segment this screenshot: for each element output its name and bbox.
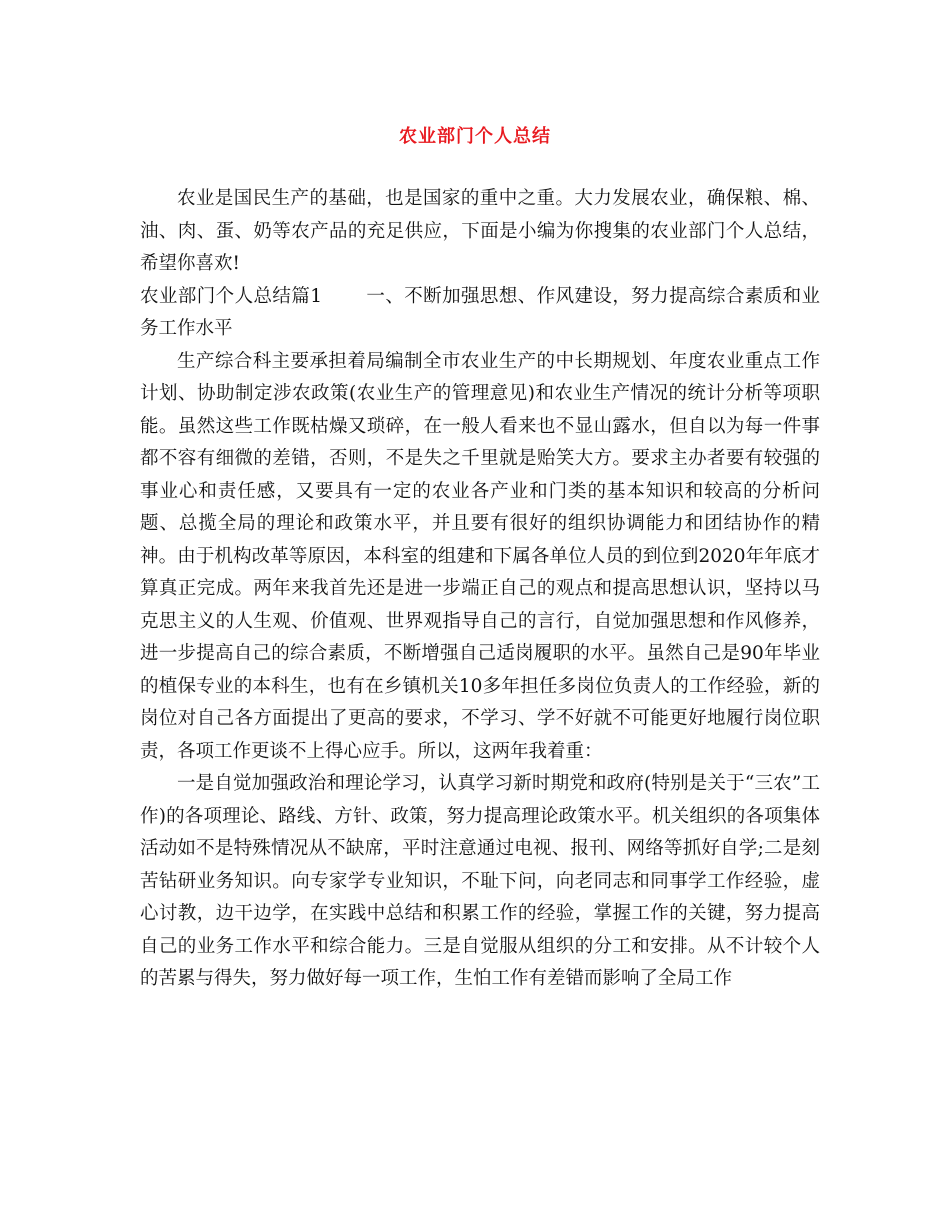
- section-heading: 一、不断加强思想、作风建设，努力提高综合素质和业务工作水平: [140, 285, 820, 339]
- document-title: 农业部门个人总结: [399, 126, 551, 147]
- intro-paragraph: 农业是国民生产的基础，也是国家的重中之重。大力发展农业，确保粮、棉、油、肉、蛋、奶等农产品的充足供应，下面是小编为你搜集的农业部门个人总结，希望你喜欢!: [140, 188, 820, 274]
- section-label: 农业部门个人总结篇1: [140, 285, 323, 307]
- document-body: [140, 183, 820, 996]
- body-paragraph: 一是自觉加强政治和理论学习，认真学习新时期党和政府(特别是关于“三农”工作)的各项理论、路线、方针、政策，努力提高理论政策水平。机关组织的各项集体活动如不是特殊情况从不缺席，平时注意通过电视、报刊、网络等抓好自学;二是刻苦钻研业务知识。向专家学专业知识，不耻下问，向老同志和同事学工作经验，虚心讨教，边干边学，在实践中总结和积累工作的经验，掌握工作的关键，努力提高自己的业务工作水平和综合能力。三是自觉服从组织的分工和安排。从不计较个人的苦累与得失，努力做好每一项工作，生怕工作有差错而影响了全局工作: [140, 773, 820, 989]
- body-paragraph: 生产综合科主要承担着局编制全市农业生产的中长期规划、年度农业重点工作计划、协助制定涉农政策(农业生产的管理意见)和农业生产情况的统计分析等项职能。虽然这些工作既枯燥又琐碎，在一般人看来也不显山露水，但自以为每一件事都不容有细微的差错，否则，不是失之千里就是贻笑大方。要求主办者要有较强的事业心和责任感，又要具有一定的农业各产业和门类的基本知识和较高的分析问题、总揽全局的理论和政策水平，并且要有很好的组织协调能力和团结协作的精神。由于机构改革等原因，本科室的组建和下属各单位人员的到位到2020年年底才算真正完成。两年来我首先还是进一步端正自己的观点和提高思想认识，坚持以马克思主义的人生观、价值观、世界观指导自己的言行，自觉加强思想和作风修养，进一步提高自己的综合素质，不断增强自己适岗履职的水平。虽然自己是90年毕业的植保专业的本科生，也有在乡镇机关10多年担任多岗位负责人的工作经验，新的岗位对自己各方面提出了更高的要求，不学习、学不好就不可能更好地履行岗位职责，各项工作更谈不上得心应手。所以，这两年我着重：: [140, 350, 820, 762]
- section-heading-line: [140, 281, 820, 346]
